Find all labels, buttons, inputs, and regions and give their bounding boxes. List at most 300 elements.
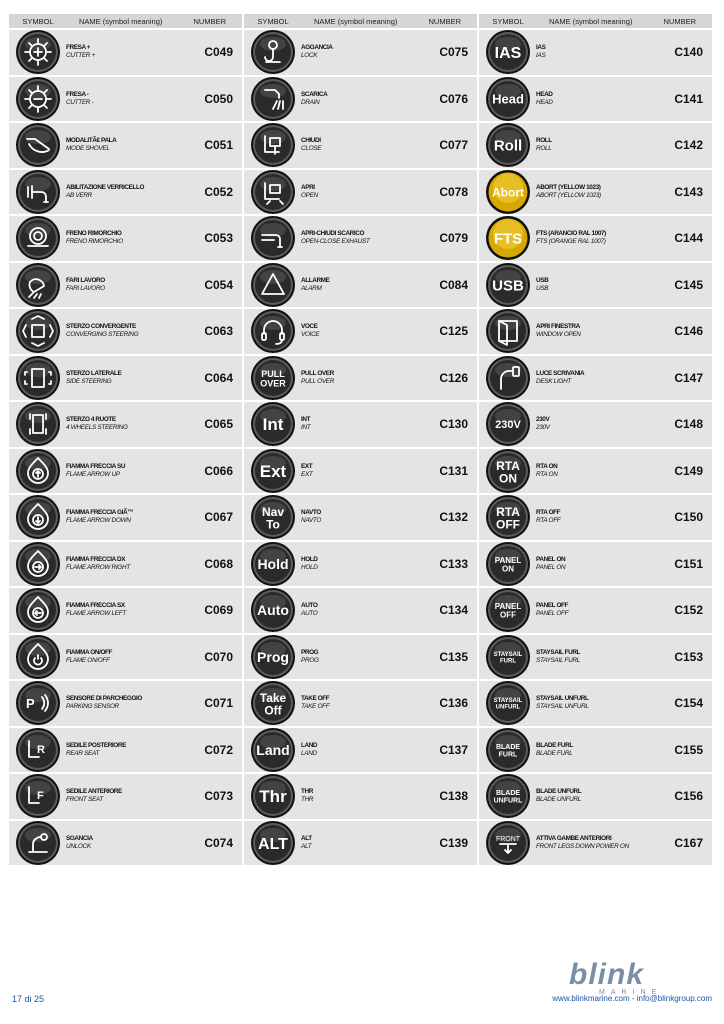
symbol-cell — [485, 634, 531, 680]
symbol-name — [66, 649, 189, 665]
text-button-icon — [250, 448, 296, 494]
name-english: DRAIN — [301, 98, 320, 106]
text-button-icon — [485, 29, 531, 75]
svg-text:P: P — [26, 696, 35, 712]
text-button-icon — [485, 215, 531, 261]
header-number: NUMBER — [428, 16, 461, 26]
name-italian: LUCE SCRIVANIA — [536, 369, 585, 377]
symbol-number: C079 — [439, 231, 468, 246]
name-english: ABORT (YELLOW 1023) — [536, 191, 601, 199]
symbol-cell — [485, 262, 531, 308]
name-italian: BLADE UNFURL — [536, 788, 582, 796]
exhaust-icon — [250, 215, 296, 261]
name-italian: PANEL OFF — [536, 602, 569, 610]
name-italian: LAND — [301, 741, 318, 749]
table-row — [244, 821, 477, 866]
symbol-cell — [485, 308, 531, 354]
symbol-number: C067 — [204, 510, 233, 525]
name-italian: VOCE — [301, 323, 318, 331]
table-row — [479, 449, 712, 494]
symbol-number: C143 — [674, 184, 703, 199]
table-row — [9, 356, 242, 401]
headset-icon — [250, 308, 296, 354]
symbol-cell — [250, 401, 296, 447]
symbol-name — [66, 788, 189, 804]
name-italian: SENSORE DI PARCHEGGIO — [66, 695, 142, 703]
symbol-name — [301, 370, 424, 386]
cutter-plus-icon — [15, 29, 61, 75]
name-italian: FIAMMA ON/OFF — [66, 648, 113, 656]
winch-icon — [15, 169, 61, 215]
symbol-cell — [485, 29, 531, 75]
symbol-number: C126 — [439, 370, 468, 385]
name-italian: STAYSAIL UNFURL — [536, 695, 589, 703]
table-header — [244, 14, 477, 28]
symbol-name — [66, 602, 189, 618]
symbol-cell — [15, 680, 61, 726]
symbol-cell — [250, 169, 296, 215]
header-symbol: SYMBOL — [22, 16, 54, 26]
name-italian: PANEL ON — [536, 555, 566, 563]
symbol-cell — [485, 122, 531, 168]
text-button-icon — [485, 634, 531, 680]
symbol-name — [301, 742, 424, 758]
symbol-cell — [15, 76, 61, 122]
name-italian: STAYSAIL FURL — [536, 648, 581, 656]
name-italian: FIAMMA FRECCIA SX — [66, 602, 125, 610]
table-row — [9, 309, 242, 354]
symbol-cell — [15, 29, 61, 75]
symbol-number: C135 — [439, 649, 468, 664]
symbol-number: C074 — [204, 835, 233, 850]
name-english: HOLD — [301, 563, 318, 571]
icon-text: 230V — [495, 419, 521, 432]
symbol-cell — [15, 448, 61, 494]
symbol-number: C149 — [674, 463, 703, 478]
table-header — [479, 14, 712, 28]
icon-text: UNFURL — [495, 704, 521, 711]
symbol-number: C132 — [439, 510, 468, 525]
symbol-cell — [485, 401, 531, 447]
text-button-icon — [250, 727, 296, 773]
symbol-cell — [250, 122, 296, 168]
front-legs-icon — [485, 820, 531, 866]
lock-hook-icon — [250, 29, 296, 75]
blink-marine-logo — [565, 958, 713, 996]
symbol-name — [536, 835, 659, 851]
symbol-cell — [15, 215, 61, 261]
header-name: NAME (symbol meaning) — [314, 16, 398, 26]
symbol-number: C153 — [674, 649, 703, 664]
text-button-icon — [250, 680, 296, 726]
symbol-number: C144 — [674, 231, 703, 246]
header-name: NAME (symbol meaning) — [79, 16, 163, 26]
symbol-name — [301, 835, 424, 851]
symbol-name — [66, 323, 189, 339]
symbol-cell — [485, 587, 531, 633]
text-button-icon — [250, 541, 296, 587]
table-row — [244, 123, 477, 168]
symbol-name — [301, 137, 424, 153]
icon-label: FRONT — [495, 835, 521, 843]
symbol-table-column — [479, 14, 712, 867]
shovel-icon — [15, 122, 61, 168]
window-open-icon — [485, 308, 531, 354]
name-english: IAS — [536, 52, 546, 60]
symbol-cell — [485, 494, 531, 540]
table-row — [479, 542, 712, 587]
name-italian: ALT — [301, 834, 312, 842]
symbol-number: C068 — [204, 556, 233, 571]
symbol-number: C049 — [204, 45, 233, 60]
symbol-number: C152 — [674, 603, 703, 618]
name-english: FLAME ARROW RIGHT — [66, 563, 130, 571]
name-english: AUTO — [301, 610, 318, 618]
symbol-number: C078 — [439, 184, 468, 199]
symbol-name — [536, 184, 659, 200]
symbol-number: C072 — [204, 742, 233, 757]
name-italian: PROG — [301, 648, 319, 656]
name-italian: HOLD — [301, 555, 318, 563]
symbol-number: C140 — [674, 45, 703, 60]
logo-word: blink — [569, 958, 645, 991]
name-english: FLAME ARROW LEFT — [66, 610, 126, 618]
table-row — [244, 542, 477, 587]
symbol-number: C053 — [204, 231, 233, 246]
name-italian: FARI LAVORO — [66, 276, 105, 284]
symbol-number: C075 — [439, 45, 468, 60]
name-italian: RTA OFF — [536, 509, 561, 517]
close-valve-icon — [250, 122, 296, 168]
table-row — [244, 588, 477, 633]
symbol-name — [66, 184, 189, 200]
name-italian: BLADE FURL — [536, 741, 573, 749]
name-english: FRENO RIMORCHIO — [66, 238, 123, 246]
symbol-name — [301, 695, 424, 711]
work-light-icon — [15, 262, 61, 308]
alarm-triangle-icon — [250, 262, 296, 308]
name-english: STAYSAIL UNFURL — [536, 703, 589, 711]
name-italian: FIAMMA FRECCIA DX — [66, 555, 126, 563]
header-symbol: SYMBOL — [492, 16, 524, 26]
symbol-name — [301, 463, 424, 479]
table-row — [244, 216, 477, 261]
symbol-cell — [15, 122, 61, 168]
symbol-cell — [250, 308, 296, 354]
name-english: PROG — [301, 656, 319, 664]
table-row — [479, 402, 712, 447]
icon-text: ON — [499, 471, 517, 486]
symbol-cell — [15, 169, 61, 215]
symbol-name — [66, 91, 189, 107]
symbol-cell — [15, 634, 61, 680]
name-italian: FRENO RIMORCHIO — [66, 230, 122, 238]
icon-text: FURL — [498, 751, 518, 759]
table-row — [244, 728, 477, 773]
name-italian: SEDILE ANTERIORE — [66, 788, 122, 796]
name-english: CLOSE — [301, 145, 322, 153]
icon-text: Head — [492, 91, 524, 107]
name-english: LAND — [301, 749, 317, 757]
symbol-cell — [485, 76, 531, 122]
symbol-cell — [485, 355, 531, 401]
symbol-name — [536, 277, 659, 293]
symbol-cell — [485, 169, 531, 215]
symbol-number: C147 — [674, 370, 703, 385]
symbol-number: C156 — [674, 789, 703, 804]
symbol-name — [536, 91, 659, 107]
flame-arrow-down-icon — [15, 494, 61, 540]
icon-text: ALT — [258, 835, 288, 853]
table-row — [9, 77, 242, 122]
name-english: PANEL OFF — [536, 610, 569, 618]
name-english: OPEN-CLOSE EXHAUST — [301, 238, 370, 246]
icon-text: Land — [256, 741, 290, 758]
name-italian: USB — [536, 276, 549, 284]
table-row — [244, 263, 477, 308]
symbol-number: C077 — [439, 138, 468, 153]
symbol-number: C064 — [204, 370, 233, 385]
icon-text: USB — [492, 277, 524, 295]
name-italian: FIAMMA FRECCIA GIÃ™ — [66, 509, 134, 517]
table-row — [479, 635, 712, 680]
name-english: CUTTER - — [66, 98, 94, 106]
name-italian: EXT — [301, 462, 313, 470]
four-wheel-steering-icon — [15, 401, 61, 447]
name-english: FLAME ARROW UP — [66, 470, 120, 478]
name-italian: ABORT (YELLOW 1023) — [536, 183, 601, 191]
text-button-icon — [250, 355, 296, 401]
table-row — [9, 542, 242, 587]
name-english: ROLL — [536, 145, 552, 153]
rear-seat-icon — [15, 727, 61, 773]
text-button-icon — [250, 587, 296, 633]
text-button-icon — [250, 820, 296, 866]
icon-text: Off — [264, 703, 282, 718]
symbol-name — [536, 463, 659, 479]
name-english: MODE SHOVEL — [66, 145, 110, 153]
name-english: STAYSAIL FURL — [536, 656, 581, 664]
name-italian: CHIUDI — [301, 137, 321, 145]
name-english: BLADE UNFURL — [536, 796, 582, 804]
table-row — [244, 309, 477, 354]
icon-text: Int — [262, 415, 284, 435]
symbol-cell — [15, 308, 61, 354]
name-english: VOICE — [301, 331, 320, 339]
symbol-name — [536, 416, 659, 432]
symbol-table-column — [244, 14, 477, 867]
icon-text: BLADE — [495, 743, 521, 751]
name-english: SIDE STEERING — [66, 377, 112, 385]
icon-text: OFF — [500, 610, 516, 620]
table-row — [244, 681, 477, 726]
table-row — [9, 402, 242, 447]
symbol-number: C069 — [204, 603, 233, 618]
table-header — [9, 14, 242, 28]
symbol-number: C130 — [439, 417, 468, 432]
open-valve-icon — [250, 169, 296, 215]
name-italian: ABILITAZIONE VERRICELLO — [66, 183, 145, 191]
symbol-number: C066 — [204, 463, 233, 478]
icon-text: Take — [259, 691, 287, 706]
table-row — [244, 635, 477, 680]
name-italian: FIAMMA FRECCIA SU — [66, 462, 126, 470]
symbol-cell — [485, 215, 531, 261]
table-row — [479, 123, 712, 168]
table-row — [9, 821, 242, 866]
table-row — [479, 681, 712, 726]
icon-text: FURL — [500, 658, 516, 665]
symbol-cell — [485, 820, 531, 866]
symbol-name — [536, 509, 659, 525]
text-button-icon — [485, 773, 531, 819]
table-row — [479, 774, 712, 819]
icon-text: Ext — [259, 461, 287, 481]
symbol-cell — [250, 448, 296, 494]
name-italian: IAS — [536, 44, 546, 52]
icon-text: PANEL — [494, 555, 522, 565]
table-row — [244, 495, 477, 540]
text-button-icon — [250, 773, 296, 819]
symbol-name — [66, 695, 189, 711]
symbol-name — [536, 44, 659, 60]
header-number: NUMBER — [193, 16, 226, 26]
icon-text: Hold — [257, 555, 289, 572]
desk-light-icon — [485, 355, 531, 401]
contact-info[interactable]: www.blinkmarine.com - info@blinkgroup.com — [552, 994, 712, 1003]
table-row — [479, 356, 712, 401]
name-english: UNLOCK — [66, 842, 91, 850]
table-row — [9, 30, 242, 75]
symbol-cell — [15, 355, 61, 401]
symbol-cell — [250, 262, 296, 308]
name-english: USB — [536, 284, 549, 292]
trailer-brake-icon — [15, 215, 61, 261]
name-english: FLAME ARROW DOWN — [66, 517, 131, 525]
table-row — [479, 170, 712, 215]
symbol-name — [66, 742, 189, 758]
side-steering-icon — [15, 355, 61, 401]
name-italian: APRI-CHIUDI SCARICO — [301, 230, 365, 238]
name-english: 230V — [536, 424, 550, 432]
icon-text: IAS — [494, 45, 522, 63]
symbol-name — [301, 91, 424, 107]
name-italian: RTA ON — [536, 462, 558, 470]
symbol-cell — [15, 587, 61, 633]
svg-text:R: R — [37, 743, 45, 756]
name-english: OPEN — [301, 191, 318, 199]
symbol-name — [536, 788, 659, 804]
name-english: PULL OVER — [301, 377, 335, 385]
name-english: FARI LAVORO — [66, 284, 105, 292]
table-row — [9, 635, 242, 680]
symbol-cell — [15, 494, 61, 540]
symbol-name — [301, 788, 424, 804]
name-english: CONVERGING STEERING — [66, 331, 139, 339]
table-row — [479, 30, 712, 75]
drain-icon — [250, 76, 296, 122]
symbol-cell — [15, 401, 61, 447]
name-italian: AGGANCIA — [301, 44, 333, 52]
symbol-cell — [250, 727, 296, 773]
symbol-number: C145 — [674, 277, 703, 292]
name-italian: STERZO 4 RUOTE — [66, 416, 116, 424]
symbol-cell — [250, 29, 296, 75]
table-row — [244, 30, 477, 75]
icon-text: UNFURL — [493, 797, 523, 805]
name-english: ALARM — [301, 284, 322, 292]
text-button-icon — [485, 401, 531, 447]
symbol-number: C139 — [439, 835, 468, 850]
symbol-cell — [250, 355, 296, 401]
name-italian: HEAD — [536, 90, 553, 98]
name-english: INT — [301, 424, 311, 432]
name-italian: APRI — [301, 183, 315, 191]
symbol-name — [66, 137, 189, 153]
name-italian: MODALITÃ€ PALA — [66, 137, 117, 145]
symbol-name — [301, 323, 424, 339]
name-english: FRONT SEAT — [66, 796, 104, 804]
symbol-cell — [250, 541, 296, 587]
symbol-cell — [250, 215, 296, 261]
table-row — [479, 263, 712, 308]
symbol-name — [536, 602, 659, 618]
symbol-name — [66, 509, 189, 525]
icon-text: To — [266, 517, 280, 532]
symbol-number: C076 — [439, 91, 468, 106]
symbol-name — [66, 556, 189, 572]
name-english: NAVTO — [301, 517, 322, 525]
name-italian: ATTIVA GAMBE ANTERIORI — [536, 834, 612, 842]
table-row — [479, 77, 712, 122]
symbol-cell — [250, 494, 296, 540]
symbol-name — [301, 184, 424, 200]
symbol-name — [536, 742, 659, 758]
symbol-name — [301, 44, 424, 60]
symbol-name — [66, 463, 189, 479]
symbol-cell — [250, 587, 296, 633]
symbol-number: C141 — [674, 91, 703, 106]
table-row — [479, 495, 712, 540]
symbol-cell — [485, 727, 531, 773]
name-english: WINDOW OPEN — [536, 331, 581, 339]
name-english: RTA ON — [536, 470, 558, 478]
name-english: 4 WHEELS STEERING — [66, 424, 128, 432]
icon-text: BLADE — [495, 790, 521, 798]
icon-text: FTS — [493, 230, 523, 248]
table-row — [244, 356, 477, 401]
table-row — [479, 728, 712, 773]
name-italian: 230V — [536, 416, 550, 424]
name-english: PANEL ON — [536, 563, 566, 571]
name-english: EXT — [301, 470, 313, 478]
table-row — [244, 402, 477, 447]
table-row — [9, 728, 242, 773]
table-row — [9, 123, 242, 168]
icon-text: RTA — [496, 458, 520, 473]
name-english: FRONT LEGS DOWN POWER ON — [536, 842, 629, 850]
name-english: RTA OFF — [536, 517, 561, 525]
name-italian: FTS (ARANCIO RAL 1007) — [536, 230, 606, 238]
symbol-cell — [15, 820, 61, 866]
text-button-icon — [485, 448, 531, 494]
symbol-cell — [15, 262, 61, 308]
symbol-number: C051 — [204, 138, 233, 153]
name-italian: NAVTO — [301, 509, 321, 517]
symbol-number: C134 — [439, 603, 468, 618]
symbol-name — [66, 370, 189, 386]
symbol-name — [66, 230, 189, 246]
